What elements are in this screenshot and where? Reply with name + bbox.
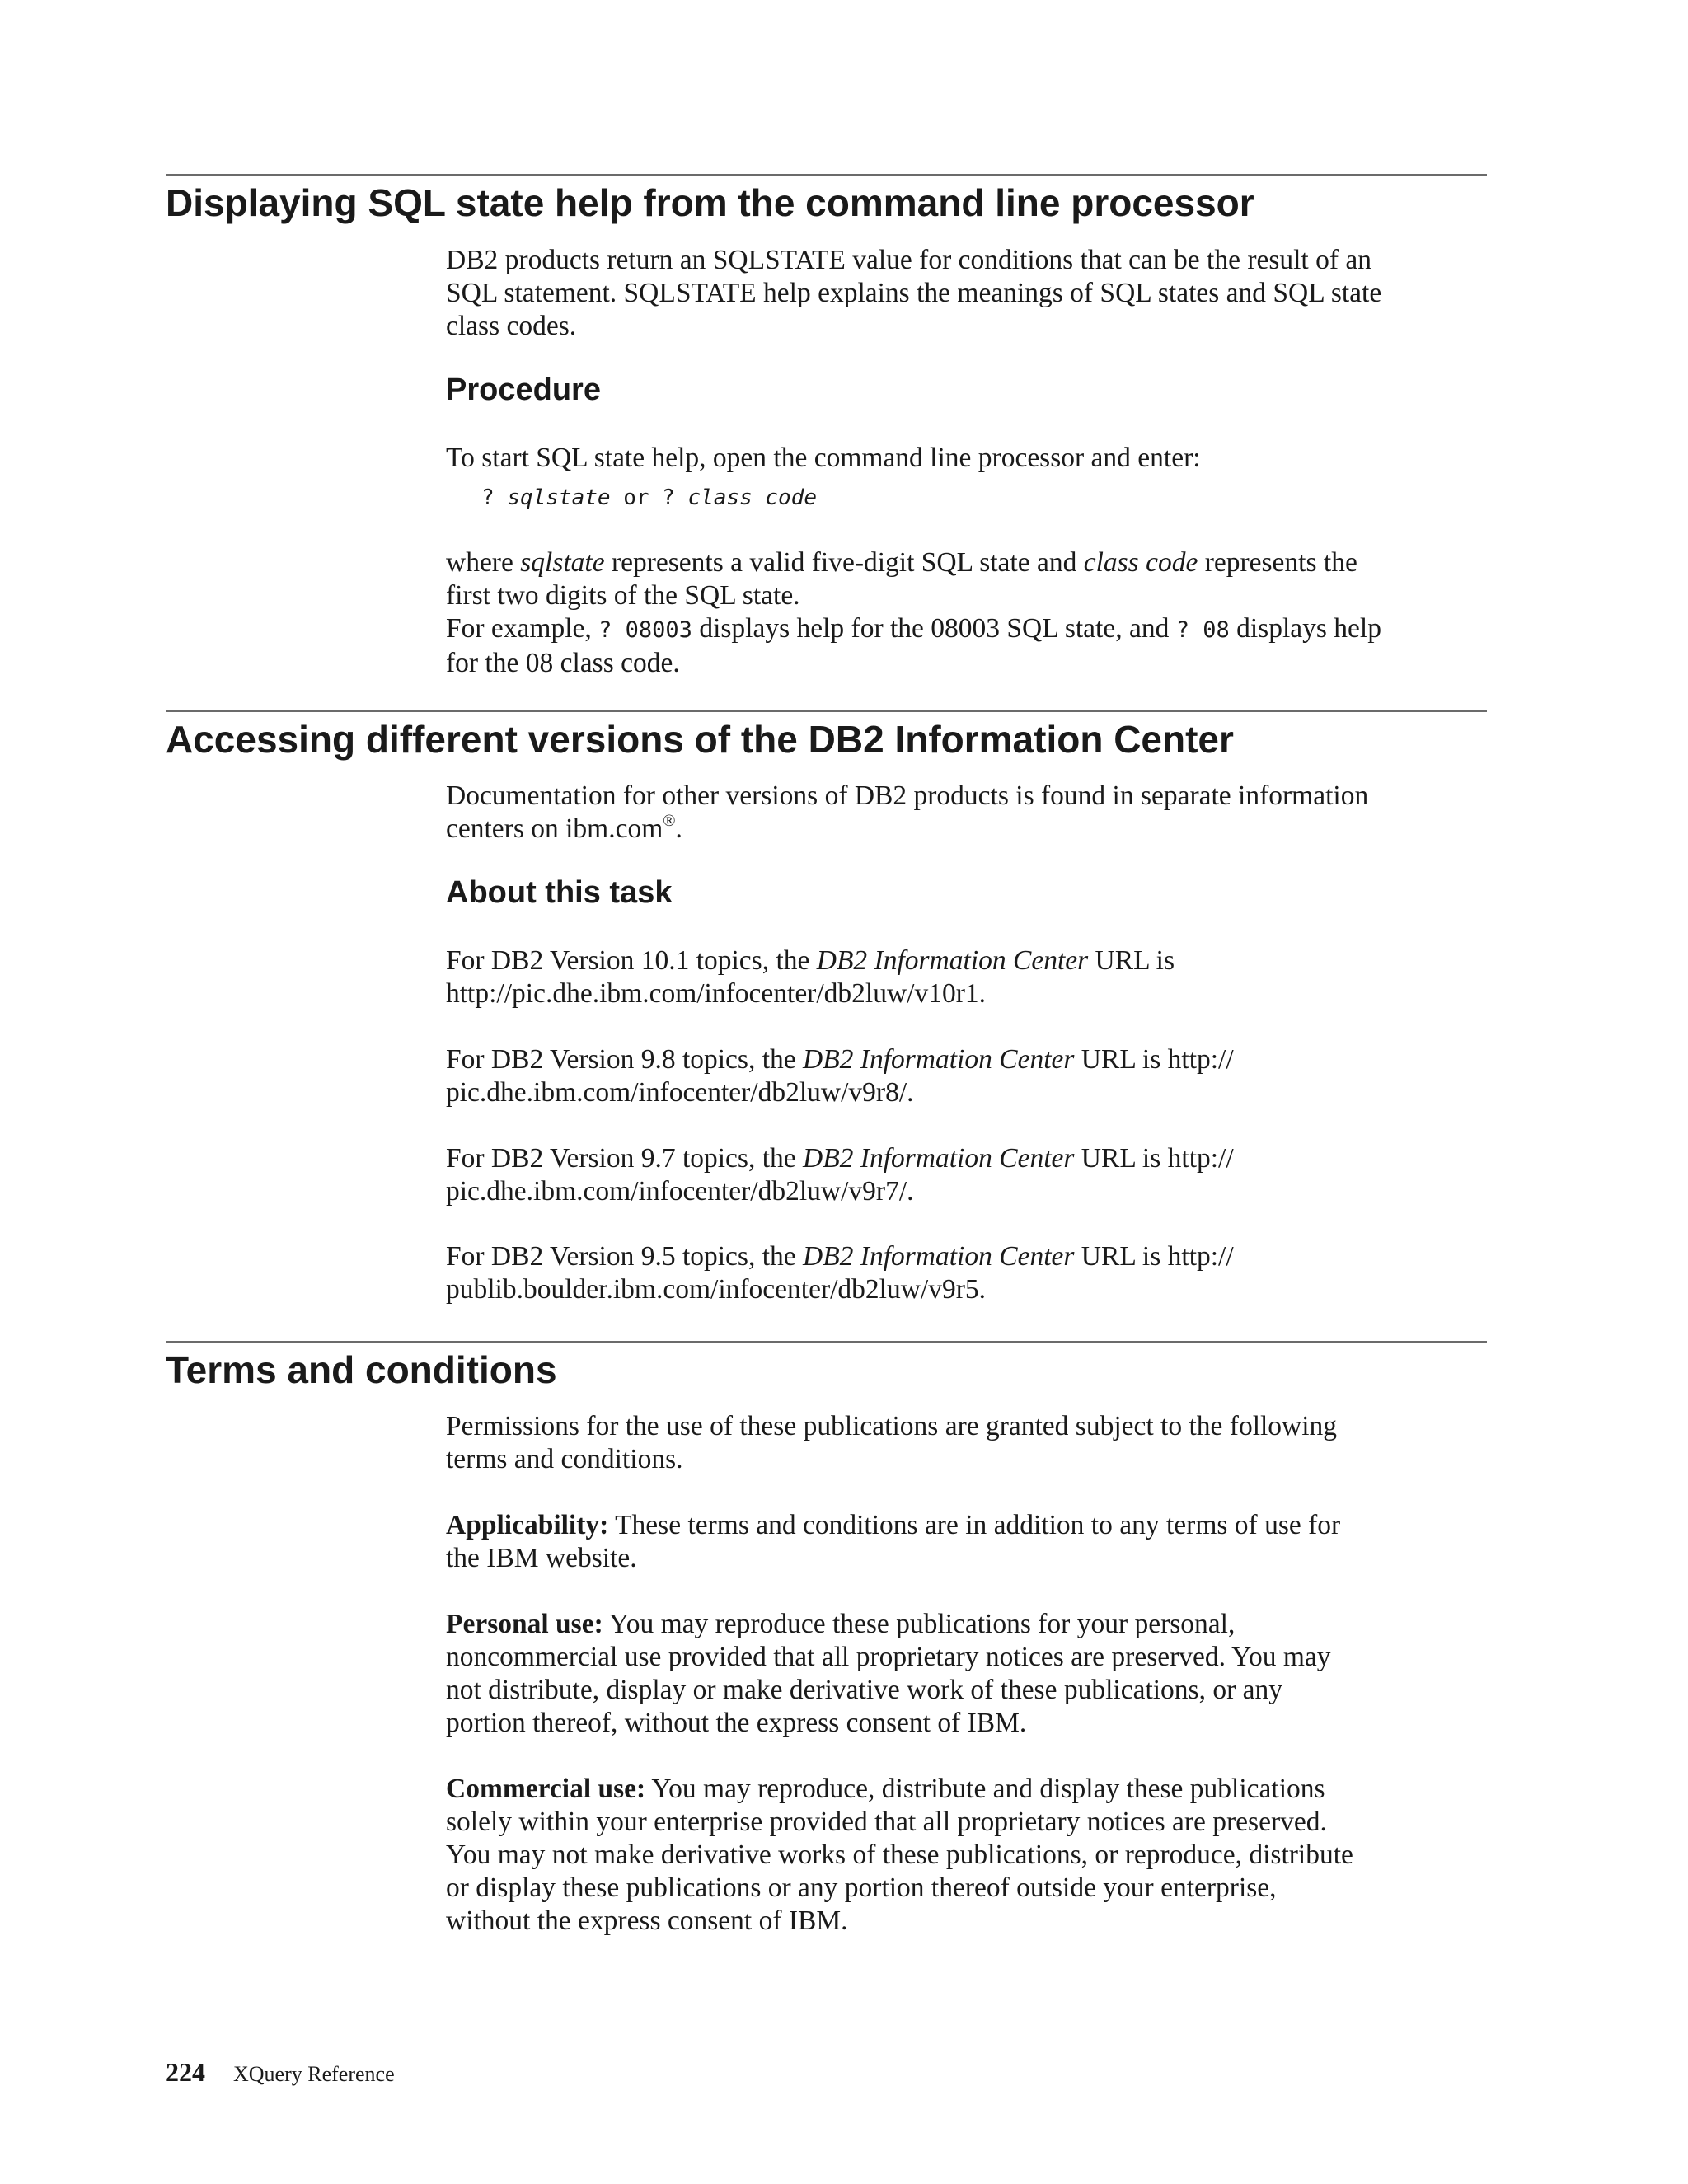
text-line: portion thereof, without the express consent of IBM. xyxy=(446,1708,1027,1738)
text-line: noncommercial use provided that all proprietary notices are preserved. You may xyxy=(446,1642,1331,1672)
text-run: You may reproduce these publications for your personal, xyxy=(603,1609,1236,1639)
italic-term: class code xyxy=(1083,547,1198,578)
text-line: DB2 products return an SQLSTATE value for conditions that can be the result of an xyxy=(446,245,1372,275)
terms-personal-use xyxy=(446,1608,1489,1740)
text-run: URL is http:// xyxy=(1074,1044,1234,1075)
inline-code: ? 08003 xyxy=(598,617,692,643)
text-run: For DB2 Version 10.1 topics, the xyxy=(446,945,817,976)
text-line xyxy=(446,1509,1489,1542)
text-run: For DB2 Version 9.7 topics, the xyxy=(446,1143,804,1174)
text-run: represents the xyxy=(1198,547,1357,578)
text-run: URL is xyxy=(1088,945,1175,976)
section-intro-info-center xyxy=(446,780,1489,846)
book-title: XQuery Reference xyxy=(233,2062,395,2086)
section-divider xyxy=(166,174,1487,176)
term-label: Commercial use: xyxy=(446,1774,646,1804)
text-line xyxy=(446,612,1489,647)
text-line: solely within your enterprise provided that all proprietary notices are preserved. xyxy=(446,1807,1327,1837)
url-line: http://pic.dhe.ibm.com/infocenter/db2luw/v10r1. xyxy=(446,978,986,1009)
text-run: For DB2 Version 9.8 topics, the xyxy=(446,1044,804,1075)
text-run: where xyxy=(446,547,521,578)
italic-term: DB2 Information Center xyxy=(803,1044,1075,1075)
version-entry-9-7 xyxy=(446,1142,1489,1208)
code-token: or xyxy=(610,485,663,510)
section-intro-sqlstate xyxy=(446,244,1489,343)
text-line: first two digits of the SQL state. xyxy=(446,580,800,611)
section-heading-sqlstate-help: Displaying SQL state help from the command line processor xyxy=(166,181,1254,224)
text-line xyxy=(446,813,1489,846)
text-run: displays help xyxy=(1229,613,1381,644)
code-example-command xyxy=(481,483,817,513)
text-run: For example, xyxy=(446,613,599,644)
text-run: URL is http:// xyxy=(1074,1241,1234,1272)
text-run: centers on ibm.com xyxy=(446,813,663,844)
text-line: for the 08 class code. xyxy=(446,648,680,678)
text-line: class codes. xyxy=(446,311,577,341)
text-line xyxy=(446,1043,1489,1076)
version-entry-9-8 xyxy=(446,1043,1489,1109)
text-line: not distribute, display or make derivative work of these publications, or any xyxy=(446,1675,1282,1705)
text-run: For DB2 Version 9.5 topics, the xyxy=(446,1241,804,1272)
code-arg-class-code: class code xyxy=(687,485,818,510)
terms-commercial-use xyxy=(446,1773,1489,1938)
code-token: ? xyxy=(662,485,688,510)
text-line: terms and conditions. xyxy=(446,1444,683,1474)
text-run: You may reproduce, distribute and display these publications xyxy=(645,1774,1325,1804)
text-line: without the express consent of IBM. xyxy=(446,1905,848,1936)
section-divider xyxy=(166,710,1487,712)
italic-term: DB2 Information Center xyxy=(803,1143,1075,1174)
registered-mark: ® xyxy=(663,812,676,830)
section-heading-terms: Terms and conditions xyxy=(166,1348,557,1391)
text-line: Documentation for other versions of DB2 products is found in separate information xyxy=(446,780,1369,811)
italic-term: sqlstate xyxy=(520,547,605,578)
version-entry-10-1 xyxy=(446,944,1489,1010)
text-line: You may not make derivative works of these publications, or reproduce, distribute xyxy=(446,1840,1353,1870)
text-run: displays help for the 08003 SQL state, and xyxy=(692,613,1176,644)
term-label: Personal use: xyxy=(446,1609,603,1639)
section-heading-info-center-versions: Accessing different versions of the DB2 Information Center xyxy=(166,718,1234,761)
text-run: URL is http:// xyxy=(1074,1143,1234,1174)
terms-intro xyxy=(446,1410,1489,1476)
where-explanation xyxy=(446,546,1489,680)
page-number: 224 xyxy=(166,2057,205,2087)
code-token: ? xyxy=(481,485,508,510)
text-line: the IBM website. xyxy=(446,1543,637,1573)
text-line xyxy=(446,1240,1489,1273)
procedure-text xyxy=(446,442,1489,475)
italic-term: DB2 Information Center xyxy=(816,945,1089,976)
url-line: pic.dhe.ibm.com/infocenter/db2luw/v9r7/. xyxy=(446,1176,914,1207)
page-footer xyxy=(166,2057,395,2088)
terms-applicability xyxy=(446,1509,1489,1575)
version-entry-9-5 xyxy=(446,1240,1489,1306)
text-line xyxy=(446,546,1489,579)
text-line: Permissions for the use of these publications are granted subject to the following xyxy=(446,1411,1338,1441)
text-run: . xyxy=(675,813,682,844)
text-line: To start SQL state help, open the command line processor and enter: xyxy=(446,443,1201,473)
text-line: or display these publications or any portion thereof outside your enterprise, xyxy=(446,1872,1277,1903)
url-line: publib.boulder.ibm.com/infocenter/db2luw/v9r5. xyxy=(446,1274,987,1305)
text-line xyxy=(446,1773,1489,1806)
code-arg-sqlstate: sqlstate xyxy=(507,485,611,510)
text-run: represents a valid five-digit SQL state and xyxy=(604,547,1084,578)
inline-code: ? 08 xyxy=(1175,617,1230,643)
term-label: Applicability: xyxy=(446,1510,609,1540)
section-divider xyxy=(166,1341,1487,1343)
text-line: SQL statement. SQLSTATE help explains the meanings of SQL states and SQL state xyxy=(446,278,1382,308)
text-line xyxy=(446,944,1489,977)
text-run: These terms and conditions are in addition to any terms of use for xyxy=(608,1510,1341,1540)
text-line xyxy=(446,1142,1489,1175)
italic-term: DB2 Information Center xyxy=(803,1241,1075,1272)
subheading-about-this-task: About this task xyxy=(446,875,673,910)
subheading-procedure: Procedure xyxy=(446,373,601,407)
url-line: pic.dhe.ibm.com/infocenter/db2luw/v9r8/. xyxy=(446,1077,914,1108)
text-line xyxy=(446,1608,1489,1641)
